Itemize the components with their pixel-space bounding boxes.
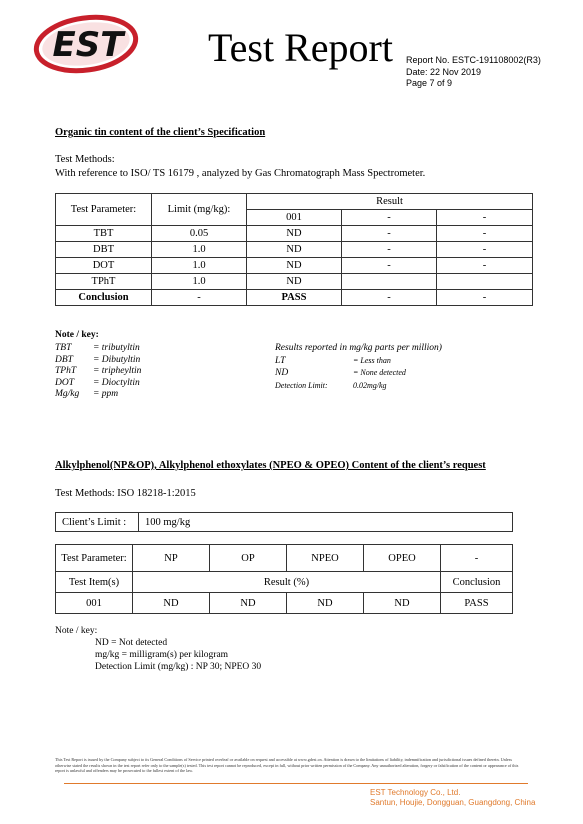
section2-methods: Test Methods: ISO 18218-1:2015 (55, 488, 196, 499)
section2-note-title: Note / key: (55, 626, 98, 636)
cell: DOT (56, 258, 152, 274)
cell: DBT (56, 242, 152, 258)
report-meta (406, 55, 541, 90)
table-row (56, 274, 533, 290)
key-term: Mg/kg (55, 389, 80, 399)
footer-company (370, 788, 535, 808)
key-term: TBT (55, 343, 72, 353)
sub-header: - (342, 210, 437, 226)
client-limit-label: Client’s Limit : (56, 513, 139, 532)
param-np: NP (133, 545, 210, 572)
cell (342, 274, 437, 290)
section1-note-title: Note / key: (55, 330, 99, 340)
cell: PASS (441, 593, 513, 614)
page-number: Page 7 of 9 (406, 78, 453, 88)
cell: - (437, 290, 533, 306)
results-note: Results reported in mg/kg parts per million) (275, 343, 442, 353)
report-number: Report No. ESTC-191108002(R3) (406, 55, 541, 65)
key-def: = Dioctyltin (93, 377, 140, 388)
param-label: Test Parameter: (56, 545, 133, 572)
key-term: ND (275, 368, 289, 378)
key-term: DOT (55, 377, 75, 388)
table-row (56, 593, 513, 614)
conclusion-label: Conclusion (441, 572, 513, 593)
cell: - (437, 226, 533, 242)
cell: ND (210, 593, 287, 614)
note-line: mg/kg = milligram(s) per kilogram (95, 650, 229, 660)
table-row-conclusion (56, 290, 533, 306)
sub-header: - (437, 210, 533, 226)
key-def: = ppm (93, 389, 119, 399)
sub-header: 001 (247, 210, 342, 226)
result-label: Result (%) (133, 572, 441, 593)
cell: - (437, 258, 533, 274)
cell: 1.0 (152, 274, 247, 290)
key-def: = Less than (353, 355, 391, 365)
col-result: Result (247, 194, 533, 210)
note-line: Detection Limit (mg/kg) : NP 30; NPEO 30 (95, 662, 262, 672)
table-row (56, 258, 533, 274)
cell: - (342, 242, 437, 258)
key-def: = tripheyltin (93, 366, 142, 376)
key-def: = None detected (353, 368, 406, 377)
section1-methods-text: With reference to ISO/ TS 16179 , analyzed by Gas Chromatograph Mass Spectrometer. (55, 168, 426, 179)
col-limit: Limit (mg/kg): (152, 194, 247, 226)
param-empty: - (441, 545, 513, 572)
key-term: TPhT (55, 366, 77, 376)
company-logo (30, 10, 148, 74)
key-def: = Dibutyltin (93, 354, 141, 365)
cell: - (152, 290, 247, 306)
section1-heading: Organic tin content of the client’s Specification (55, 127, 266, 138)
cell: 1.0 (152, 242, 247, 258)
key-term: LT (275, 355, 286, 366)
cell: 0.05 (152, 226, 247, 242)
cell: - (437, 242, 533, 258)
key-term: Detection Limit: (275, 380, 328, 390)
cell: - (342, 258, 437, 274)
logo-text: EST (52, 25, 124, 65)
report-title: Test Report (208, 25, 393, 70)
cell: 001 (56, 593, 133, 614)
key-term: DBT (55, 354, 73, 365)
legal-fineprint: This Test Report is issued by the Company subject to its General Conditions of Service printed overleaf or available on request and accessible at www.gdest.cn. Attention is drawn to the limitations of liability, indemnification and jurisdictional issues defined therein. Unless otherwise stated the results shown in the test report refer only to the sample(s) tested. This test report cannot be reproduced, except in full, without prior written permission of the Company. Any unauthorized alteration, forgery or falsification of the content or appearance of this report is unlawful and offenders may be prosecuted to the fullest extent of the law. (55, 757, 519, 773)
client-limit-value: 100 mg/kg (139, 513, 513, 532)
param-npeo: NPEO (287, 545, 364, 572)
cell: Conclusion (56, 290, 152, 306)
client-limit-table (55, 512, 513, 532)
cell: ND (364, 593, 441, 614)
cell: 1.0 (152, 258, 247, 274)
cell: PASS (247, 290, 342, 306)
item-label: Test Item(s) (56, 572, 133, 593)
cell: ND (287, 593, 364, 614)
company-address: Santun, Houjie, Dongguan, Guangdong, China (370, 798, 536, 807)
cell: ND (133, 593, 210, 614)
note-line: ND = Not detected (95, 638, 168, 648)
alkylphenol-table (55, 544, 513, 614)
cell: ND (247, 258, 342, 274)
organic-tin-table (55, 193, 533, 306)
cell: - (342, 290, 437, 306)
cell: ND (247, 242, 342, 258)
param-opeo: OPEO (364, 545, 441, 572)
cell: ND (247, 226, 342, 242)
key-def: 0.02mg/kg (353, 380, 387, 390)
table-row (56, 226, 533, 242)
footer-divider (64, 783, 528, 784)
cell: ND (247, 274, 342, 290)
cell: TBT (56, 226, 152, 242)
col-test-parameter: Test Parameter: (56, 194, 152, 226)
key-list-left (55, 343, 141, 401)
section2-heading: Alkylphenol(NP&OP), Alkylphenol ethoxylates (NPEO & OPEO) Content of the client’s request (55, 460, 486, 471)
section1-methods-label: Test Methods: (55, 154, 115, 165)
cell: - (342, 226, 437, 242)
cell (437, 274, 533, 290)
param-op: OP (210, 545, 287, 572)
cell: TPhT (56, 274, 152, 290)
company-name: EST Technology Co., Ltd. (370, 788, 461, 797)
report-date: Date: 22 Nov 2019 (406, 66, 482, 77)
key-def: = tributyltin (93, 343, 140, 353)
table-row (56, 242, 533, 258)
key-list-right (275, 343, 442, 391)
